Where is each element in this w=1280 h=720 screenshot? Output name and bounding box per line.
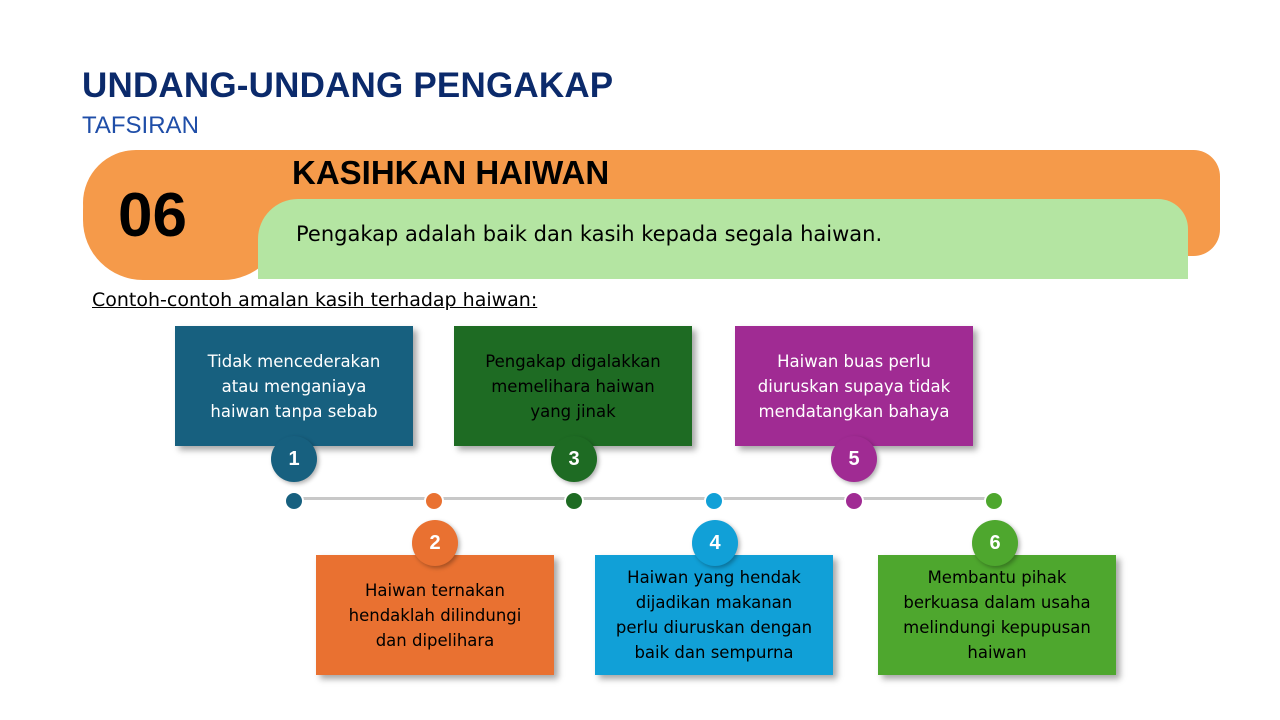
page-title: UNDANG-UNDANG PENGAKAP	[82, 66, 614, 105]
step-card-6: Membantu pihak berkuasa dalam usaha melindungi kepupusan haiwan	[878, 555, 1116, 675]
step-card-4: Haiwan yang hendak dijadikan makanan perlu diuruskan dengan baik dan sempurna	[595, 555, 833, 675]
examples-label: Contoh-contoh amalan kasih terhadap haiwan:	[92, 289, 538, 311]
step-card-5: Haiwan buas perlu diuruskan supaya tidak mendatangkan bahaya	[735, 326, 973, 446]
step-badge-3: 3	[551, 436, 597, 482]
step-card-1: Tidak mencederakan atau menganiaya haiwan tanpa sebab	[175, 326, 413, 446]
step-badge-4: 4	[692, 520, 738, 566]
banner-heading: KASIHKAN HAIWAN	[292, 154, 610, 191]
step-badge-2: 2	[412, 520, 458, 566]
timeline-line	[293, 497, 995, 500]
page-subtitle: TAFSIRAN	[82, 112, 199, 139]
step-badge-5: 5	[831, 436, 877, 482]
timeline-dot-4	[704, 491, 724, 511]
step-badge-6: 6	[972, 520, 1018, 566]
timeline-dot-3	[564, 491, 584, 511]
step-card-3: Pengakap digalakkan memelihara haiwan yang jinak	[454, 326, 692, 446]
timeline-dot-1	[284, 491, 304, 511]
timeline-dot-5	[844, 491, 864, 511]
step-badge-1: 1	[271, 436, 317, 482]
timeline-dot-2	[424, 491, 444, 511]
step-card-2: Haiwan ternakan hendaklah dilindungi dan dipelihara	[316, 555, 554, 675]
banner-text: Pengakap adalah baik dan kasih kepada segala haiwan.	[296, 222, 883, 246]
banner-number: 06	[118, 181, 187, 250]
timeline-dot-6	[984, 491, 1004, 511]
